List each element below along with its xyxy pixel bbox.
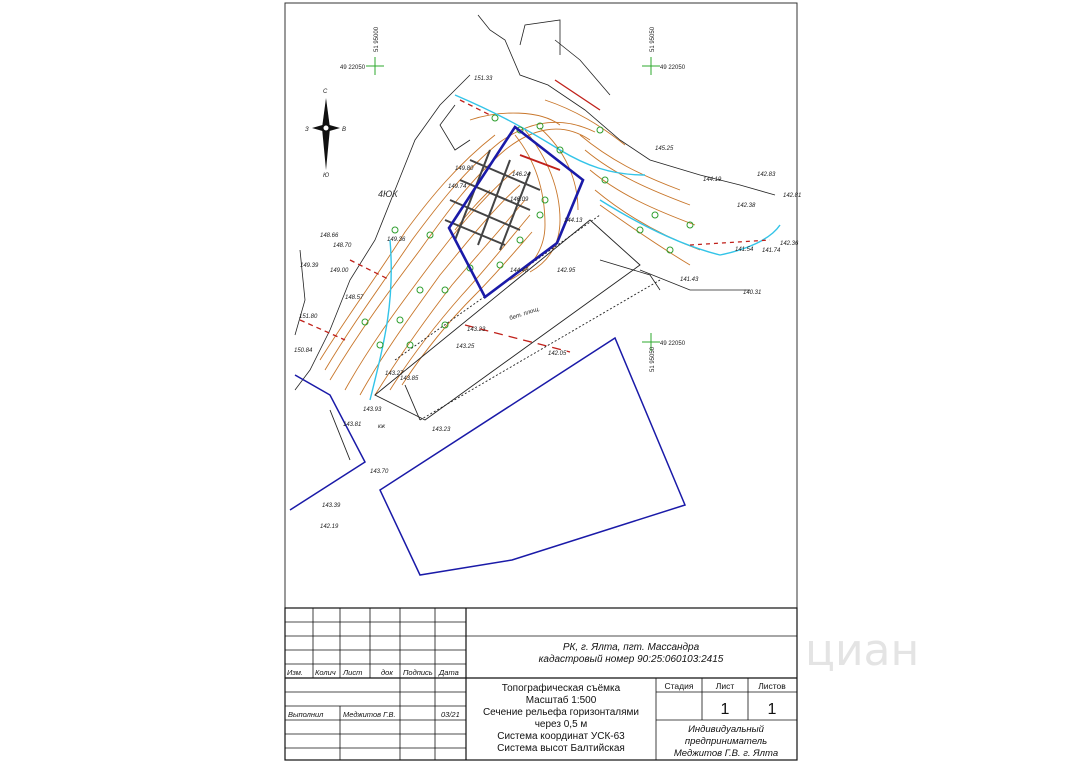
svg-text:143.85: 143.85 [400,376,419,382]
svg-text:142.19: 142.19 [320,524,339,530]
col-header: Дата [439,668,459,677]
svg-text:С: С [323,89,328,95]
stage-label: Стадия [664,681,694,691]
svg-text:150.84: 150.84 [294,348,313,354]
area-label: 4ЮК [378,189,398,199]
svg-text:Сечение рельефа горизонталями: Сечение рельефа горизонталями [482,707,640,718]
svg-text:148.57: 148.57 [345,295,364,301]
sheets-label: Листов [758,681,786,691]
svg-text:142.83: 142.83 [757,172,776,178]
svg-text:140.31: 140.31 [743,290,762,296]
grid-label: 51 95000 [374,26,380,52]
svg-text:146.09: 146.09 [510,197,529,203]
svg-text:Масштаб 1:500: Масштаб 1:500 [525,695,597,706]
svg-text:142.81: 142.81 [783,193,802,199]
grid-label: 51 95050 [650,346,656,372]
svg-text:142.38: 142.38 [737,203,756,209]
svg-text:143.23: 143.23 [467,327,486,333]
svg-text:Индивидуальный: Индивидуальный [688,724,764,735]
svg-text:143.93: 143.93 [363,407,382,413]
platform-label: бет. площ. [508,306,541,322]
svg-text:через 0,5 м: через 0,5 м [534,719,588,730]
svg-text:151.33: 151.33 [474,76,493,82]
svg-text:149.74: 149.74 [448,184,467,190]
svg-text:143.70: 143.70 [370,469,389,475]
svg-text:142.95: 142.95 [557,268,576,274]
grid-label: 49 22050 [660,65,686,71]
svg-text:143.39: 143.39 [322,503,341,509]
grid-label: 49 22050 [660,341,686,347]
svg-text:предприниматель: предприниматель [684,736,768,747]
location-line: РК, г. Ялта, пгт. Массандра [562,642,700,653]
col-header: Подпись [403,668,433,677]
performed-label: Выполнил [288,710,324,719]
date-value: 03/21 [441,710,460,719]
svg-text:149.36: 149.36 [387,237,406,243]
col-header: Колич [315,668,336,677]
svg-text:151.80: 151.80 [299,314,318,320]
svg-text:141.74: 141.74 [762,248,781,254]
svg-text:144.13: 144.13 [564,218,583,224]
svg-text:142.05: 142.05 [548,351,567,357]
svg-text:Ю: Ю [323,173,330,179]
svg-text:145.25: 145.25 [655,146,674,152]
svg-text:141.54: 141.54 [735,247,754,253]
col-header: док [381,668,393,677]
cadastral-number: кадастровый номер 90:25:060103:2415 [538,654,724,665]
svg-text:Система координат УСК-63: Система координат УСК-63 [497,731,625,742]
organization [674,724,778,759]
svg-text:149.39: 149.39 [300,263,319,269]
svg-text:143.23: 143.23 [432,427,451,433]
svg-text:141.43: 141.43 [680,277,699,283]
svg-text:143.81: 143.81 [343,422,362,428]
svg-text:143.27: 143.27 [385,371,404,377]
svg-text:148.70: 148.70 [333,243,352,249]
svg-text:148.66: 148.66 [320,233,339,239]
svg-text:Система высот Балтийская: Система высот Балтийская [497,743,625,754]
svg-text:144.19: 144.19 [703,177,722,183]
performer-name: Меджитов Г.В. [343,710,396,719]
watermark: циан [805,625,920,676]
svg-text:149.00: 149.00 [330,268,349,274]
svg-text:144.48: 144.48 [510,268,529,274]
sheet-label: Лист [715,681,735,691]
col-header: Изм. [287,668,303,677]
svg-text:146.24: 146.24 [512,172,531,178]
svg-text:Меджитов Г.В. г. Ялта: Меджитов Г.В. г. Ялта [673,748,779,759]
sheets-value: 1 [767,701,777,718]
svg-text:142.36: 142.36 [780,241,799,247]
col-header: Лист [343,668,363,677]
grid-label: 51 95050 [650,26,656,52]
building-label: кж [378,424,385,430]
svg-text:В: В [342,127,347,133]
svg-text:143.25: 143.25 [456,344,475,350]
sheet-value: 1 [720,701,730,718]
svg-text:Топографическая съёмка: Топографическая съёмка [501,683,621,694]
svg-text:З: З [305,127,309,133]
grid-label: 49 22050 [340,65,366,71]
svg-text:149.80: 149.80 [455,166,474,172]
